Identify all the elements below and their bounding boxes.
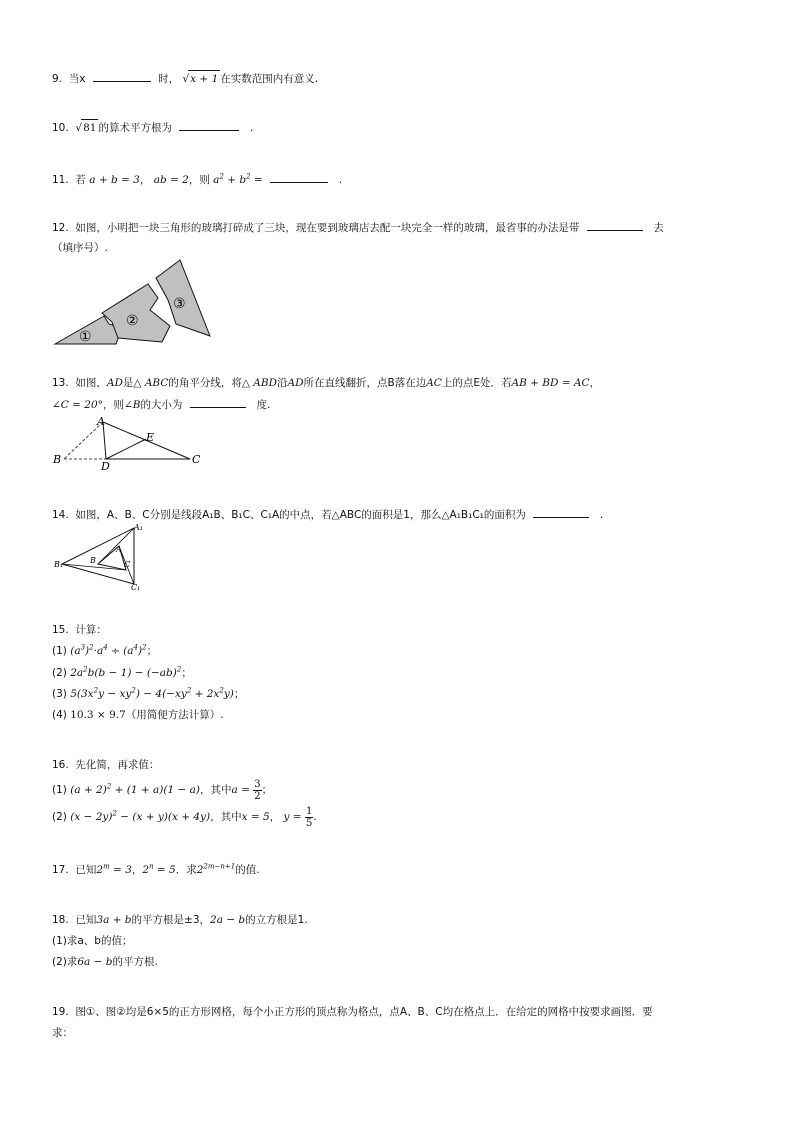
separator: ， [139,174,151,186]
math-expression: $2^n = 5$ [142,862,176,876]
question-number: 18. [52,914,69,926]
fraction: $\frac{1}{5}$ [305,805,313,829]
answer-blank[interactable] [93,70,151,82]
math-symbol: AD [287,377,304,389]
question-text: 已知 [75,864,97,876]
point-label-C: C [192,453,201,466]
question-text: 的角平分线，将 [168,377,242,389]
point-label-B: B [90,556,96,565]
question-number: 14. [52,509,69,521]
question-text: （用简便方法计算）. [125,709,224,721]
item-label: (1) [52,645,67,657]
sqrt-icon: √ [75,122,83,134]
question-18-item-2 [52,954,158,970]
point-label-A1: A₁ [134,523,143,532]
question-number: 10. [52,122,69,134]
answer-blank[interactable] [587,219,643,231]
question-10 [52,119,253,136]
question-end: . [338,174,343,186]
question-text: 如图，A、B、C分别是线段A₁B、B₁C、C₁A的中点，若△ABC的面积是1，那么△A₁B₁C₁的面积为 [75,509,526,521]
answer-blank[interactable] [533,506,589,518]
glass-pieces-figure [52,258,214,348]
question-text: 是 [122,377,134,389]
question-text: 度. [256,399,271,411]
question-19-line1 [52,1004,653,1020]
question-text: 的值. [235,864,260,876]
question-text: 的平方根是±3， [131,914,211,926]
question-15-item-1: (1) $(a^3)^2\cdot a^4 \div (a^4)^2$； [52,643,158,657]
radicand: 81 [81,119,98,136]
math-expression: $(x - 2y)^2 - (x + y)(x + 4y)$ [70,809,211,823]
question-15-item-3: (3) $5(3x^2y - xy^2) - 4(-xy^2 + 2x^2y)$； [52,686,245,700]
answer-blank[interactable] [179,119,239,131]
math-expression: $2^m = 3$ [96,862,132,876]
math-expression: ∠C = 20° [52,399,103,411]
question-text: ，则 [102,399,124,411]
point-label-C: C [124,560,131,569]
math-expression: AB + BD = AC [511,377,590,389]
question-16-title [52,757,159,773]
question-text: 的大小为 [140,399,183,411]
math-symbol: △ ABC [133,377,169,389]
triangle-fold-figure [52,414,212,470]
math-expression: 10.3 × 9.7 [70,709,126,721]
question-number: 17. [52,864,69,876]
math-symbol: △ ABD [241,377,277,389]
question-19-line2 [52,1025,73,1041]
point-label-B: B [53,453,62,466]
math-symbol: AC [426,377,442,389]
point-label-E: E [146,431,155,444]
item-label: (4) [52,709,67,721]
question-text: 图①、图②均是6×5的正方形网格，每个小正方形的顶点称为格点，点A、B、C均在格点上．在给定的网格中按要求画图．要 [75,1006,653,1018]
answer-blank[interactable] [190,396,246,408]
question-text: 如图， [75,377,107,389]
question-text: 已知 [75,914,97,926]
question-text: 上的点E处．若 [441,377,512,389]
question-14 [52,506,603,523]
question-12-line2 [52,240,108,256]
question-15-item-4 [52,707,224,723]
question-text: 在实数范围内有意义. [220,73,319,85]
math-expression: $2a^2b(b - 1) - (-ab)^2$ [70,665,182,679]
question-11 [52,171,342,188]
point-label-A: A [97,415,105,428]
question-16-item-2: (2) $(x - 2y)^2 - (x + y)(x + 4y)$，其中x = 5， y = $\frac{1}{5}$ . [52,805,317,829]
question-12-line1 [52,219,664,236]
question-number: 9. [52,73,63,85]
question-15-title [52,622,107,638]
question-text: 当x [68,73,86,85]
question-number: 13. [52,377,69,389]
math-expression: x = 5 [241,811,270,823]
item-label: (2) [52,667,67,679]
question-text: 计算： [75,624,107,636]
question-number: 19. [52,1006,69,1018]
question-text: （填序号）. [52,242,108,254]
question-18 [52,912,308,928]
point-label-D: D [101,460,110,470]
item-label: (2) [52,811,67,823]
math-expression: $(a^3)^2\cdot a^4 \div (a^4)^2$ [70,643,147,657]
question-text: 的立方根是1. [245,914,308,926]
math-expression: a + b = 3 [89,174,140,186]
question-text: 若 [75,174,86,186]
question-number: 15. [52,624,69,636]
math-expression: $a^2 + b^2$ = [213,172,263,186]
math-expression: 3a + b [96,914,132,926]
question-16-item-1: (1) $(a + 2)^2 + (1 + a)(1 - a)$，其中a = $\frac{3}{2}$ ； [52,778,273,802]
question-text: ，其中 [199,784,232,796]
piece-label-2: ② [126,313,139,329]
question-13-line1 [52,375,600,391]
question-end: . [250,122,254,134]
question-text: 沿 [277,377,288,389]
math-expression: ab = 2 [153,174,189,186]
question-end: . [599,509,604,521]
sqrt-icon: √ [182,73,190,85]
question-text: ，其中 [210,811,242,823]
question-text: 如图，小明把一块三角形的玻璃打碎成了三块，现在要到玻璃店去配一块完全一样的玻璃，最省事的办法是带 [75,222,580,234]
question-text: 先化简，再求值： [75,759,160,771]
question-text: 求： [52,1027,73,1039]
radicand: x + 1 [188,70,220,87]
question-text: 去 [653,222,664,234]
question-number: 16. [52,759,69,771]
item-label: (3) [52,688,67,700]
question-15-item-2: (2) $2a^2b(b - 1) - (-ab)^2$； [52,665,192,679]
item-label: (1) [52,784,67,796]
point-label-C1: C₁ [131,583,141,592]
math-expression: $2^{2m-n+1}$ [196,862,236,876]
piece-label-1: ① [79,329,92,345]
answer-blank[interactable] [270,171,328,183]
question-text: (2)求 [52,956,78,968]
point-label-B1: B₁ [54,560,64,569]
question-number: 12. [52,222,69,234]
piece-label-3: ③ [173,296,186,312]
math-expression: $5(3x^2y - xy^2) - 4(-xy^2 + 2x^2y)$ [70,686,234,700]
question-9 [52,70,318,87]
math-symbol: ∠B [123,399,141,411]
math-expression: $(a + 2)^2 + (1 + a)(1 - a)$ [70,782,200,796]
question-text: 的算术平方根为 [98,122,172,134]
question-text: 时， [158,73,180,85]
question-text: ， [589,377,600,389]
question-17: 17. 已知$2^m = 3$，$2^n = 5$．求$2^{2m-n+1}$的值. [52,862,260,876]
question-18-item-1 [52,933,132,949]
math-expression: a = [231,784,250,796]
math-expression: 6a − b [77,956,113,968]
math-expression: y = [283,811,302,823]
question-number: 11. [52,174,69,186]
math-symbol: AD [106,377,123,389]
fraction: $\frac{3}{2}$ [254,778,261,802]
triangle-midpoint-figure [54,522,148,592]
question-text: ．求 [175,864,197,876]
math-expression: 2a − b [210,914,246,926]
question-13-line2 [52,396,270,413]
point-label-A: A [116,545,122,554]
question-text: (1)求a、b的值； [52,935,133,947]
question-text: 的平方根. [112,956,158,968]
question-text: ，则 [188,174,210,186]
question-text: 所在直线翻折，点B落在边 [303,377,427,389]
